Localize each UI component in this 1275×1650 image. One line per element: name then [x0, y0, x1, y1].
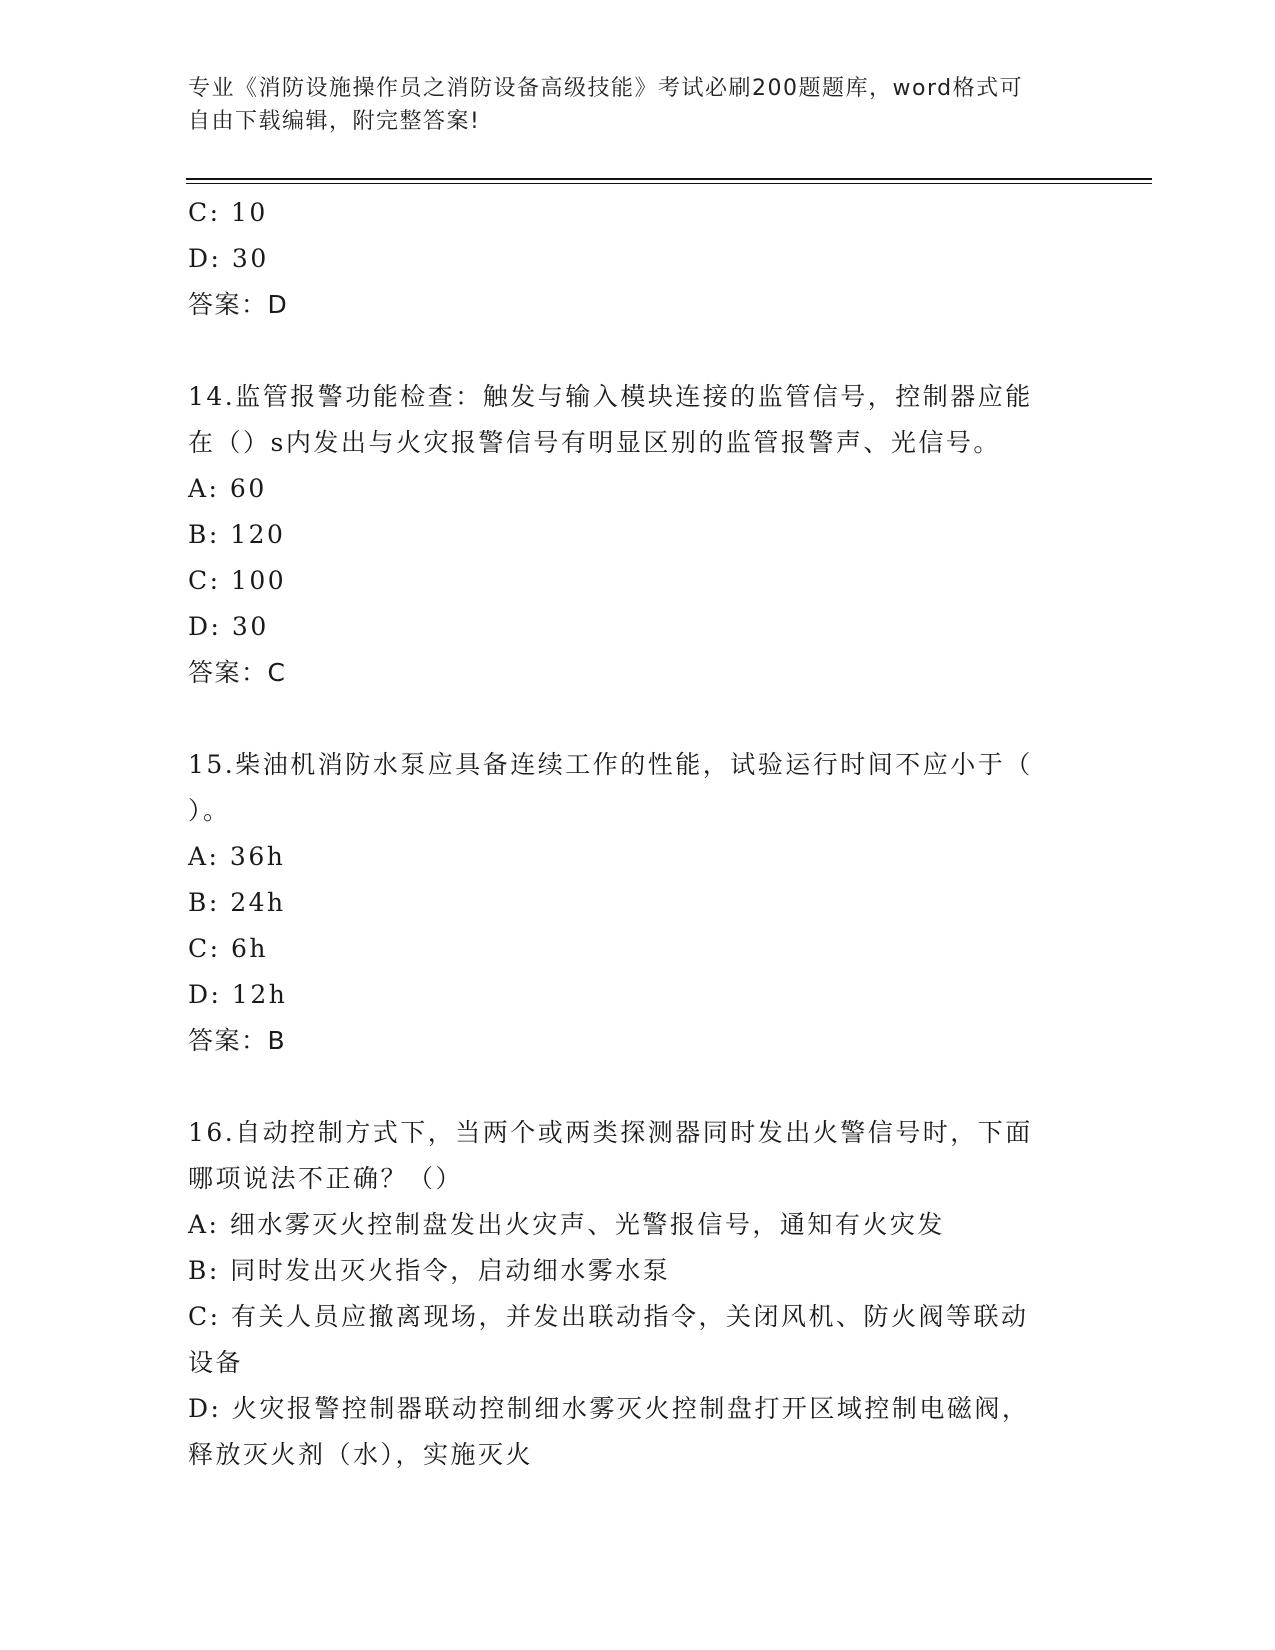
option-d: D: 12h — [188, 980, 288, 1009]
header-divider-thick — [186, 178, 1152, 180]
option-c: C: 6h — [188, 934, 269, 963]
option-c: C: 有关人员应撤离现场，并发出联动指令，关闭风机、防火阀等联动 — [188, 1302, 1029, 1331]
option-b: B: 120 — [188, 520, 286, 549]
question-15 — [188, 742, 1068, 1064]
question-13-tail — [188, 190, 1068, 328]
question-text-line: 在（）s内发出与火灾报警信号有明显区别的监管报警声、光信号。 — [188, 428, 1001, 457]
question-text-line: 哪项说法不正确？（） — [188, 1164, 464, 1193]
option-c: C: 100 — [188, 566, 287, 595]
document-header — [188, 72, 1068, 138]
option-d: D: 火灾报警控制器联动控制细水雾灭火控制盘打开区域控制电磁阀， — [188, 1394, 1030, 1423]
option-d-continued: 释放灭火剂（水），实施灭火 — [188, 1440, 534, 1469]
answer-line: 答案：C — [188, 658, 287, 687]
option-a: A: 细水雾灭火控制盘发出火灾声、光警报信号，通知有火灾发 — [188, 1210, 945, 1239]
option-b: B: 24h — [188, 888, 286, 917]
answer-line: 答案：B — [188, 1026, 287, 1055]
answer-line: 答案：D — [188, 290, 289, 319]
spacer — [188, 696, 1068, 742]
spacer — [188, 328, 1068, 374]
question-text-line: 16.自动控制方式下，当两个或两类探测器同时发出火警信号时，下面 — [188, 1118, 1033, 1147]
option-c-continued: 设备 — [188, 1348, 244, 1377]
option-d: D: 30 — [188, 612, 269, 641]
header-line-1: 专业《消防设施操作员之消防设备高级技能》考试必刷200题题库，word格式可 — [188, 76, 1024, 101]
option-b: B: 同时发出灭火指令，启动细水雾水泵 — [188, 1256, 671, 1285]
option-a: A: 36h — [188, 842, 286, 871]
question-text-line: ）。 — [188, 796, 231, 825]
question-text-line: 15.柴油机消防水泵应具备连续工作的性能，试验运行时间不应小于（ — [188, 750, 1033, 779]
header-line-2: 自由下载编辑，附完整答案! — [188, 109, 481, 134]
option-d: D: 30 — [188, 244, 269, 273]
question-14 — [188, 374, 1068, 696]
question-list — [188, 190, 1068, 1478]
question-16 — [188, 1110, 1068, 1478]
option-c: C: 10 — [188, 198, 268, 227]
spacer — [188, 1064, 1068, 1110]
option-a: A: 60 — [188, 474, 267, 503]
header-divider-thin — [186, 183, 1152, 184]
question-text-line: 14.监管报警功能检查：触发与输入模块连接的监管信号，控制器应能 — [188, 382, 1033, 411]
